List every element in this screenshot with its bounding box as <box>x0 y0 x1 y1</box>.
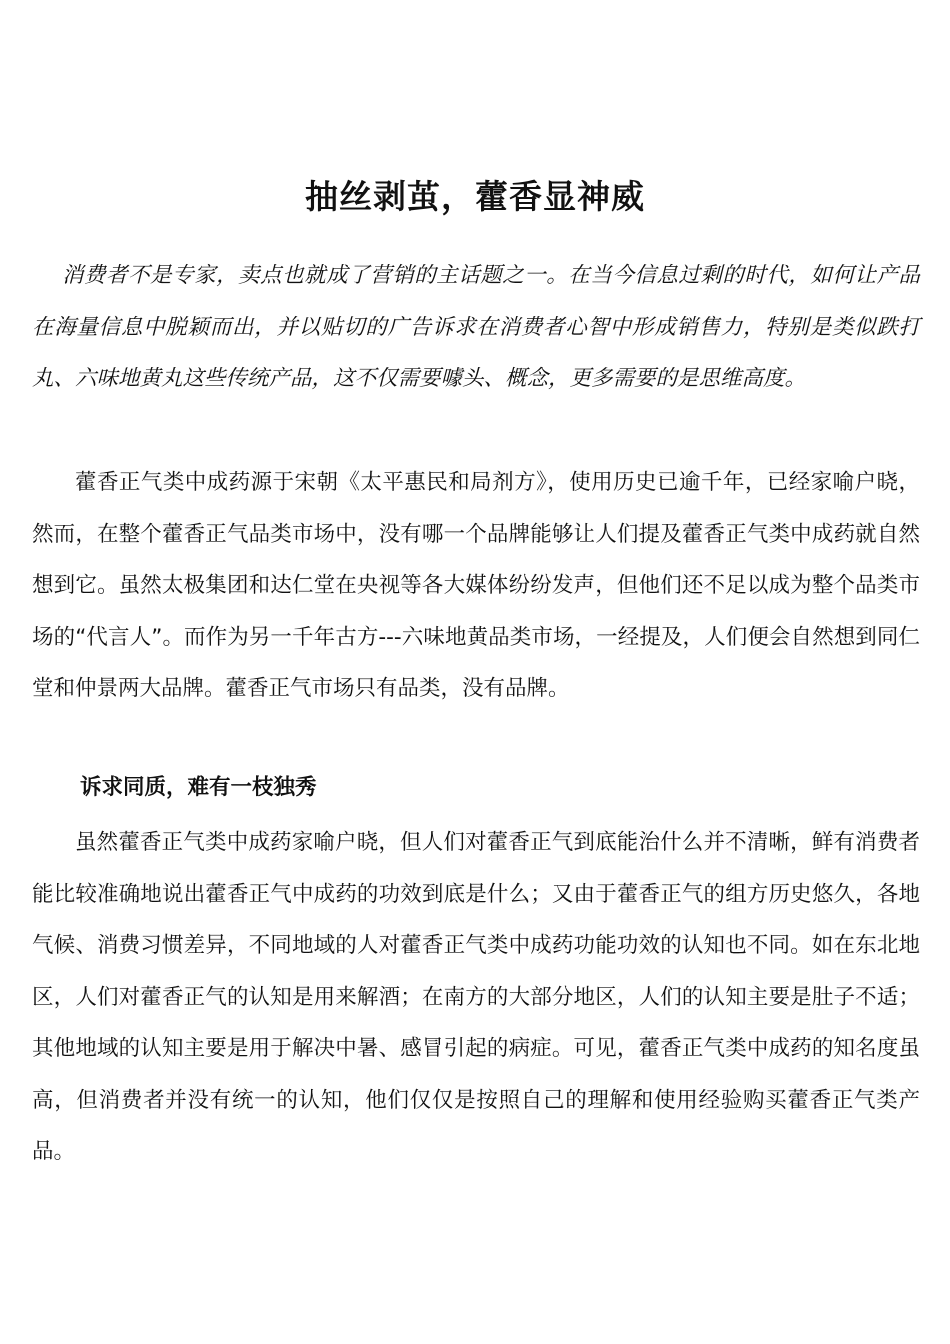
section-subheading: 诉求同质，难有一枝独秀 <box>80 775 317 800</box>
body-paragraph-2: 虽然藿香正气类中成药家喻户晓，但人们对藿香正气到底能治什么并不清晰，鲜有消费者能比较准确地说出藿香正气中成药的功效到底是什么；又由于藿香正气的组方历史悠久，各地气候、消费习惯差异，不同地域的人对藿香正气类中成药功能功效的认知也不同。如在东北地区，人们对藿香正气的认知是用来解酒；在南方的大部分地区，人们的认知主要是肚子不适；其他地域的认知主要是用于解决中暑、感冒引起的病症。可见，藿香正气类中成药的知名度虽高，但消费者并没有统一的认知，他们仅仅是按照自己的理解和使用经验购买藿香正气类产品。 <box>32 830 920 1164</box>
intro-paragraph: 消费者不是专家，卖点也就成了营销的主话题之一。在当今信息过剩的时代，如何让产品在海量信息中脱颖而出，并以贴切的广告诉求在消费者心智中形成销售力，特别是类似跌打丸、六味地黄丸这些传统产品，这不仅需要噱头、概念，更多需要的是思维高度。 <box>32 263 920 391</box>
article-title: 抽丝剥茧，藿香显神威 <box>305 177 645 217</box>
body-paragraph-1: 藿香正气类中成药源于宋朝《太平惠民和局剂方》，使用历史已逾千年，已经家喻户晓，然而，在整个藿香正气品类市场中，没有哪一个品牌能够让人们提及藿香正气类中成药就自然想到它。虽然太极集团和达仁堂在央视等各大媒体纷纷发声，但他们还不足以成为整个品类市场的“代言人”。而作为另一千年古方---六味地黄品类市场，一经提及，人们便会自然想到同仁堂和仲景两大品牌。藿香正气市场只有品类，没有品牌。 <box>32 470 920 701</box>
